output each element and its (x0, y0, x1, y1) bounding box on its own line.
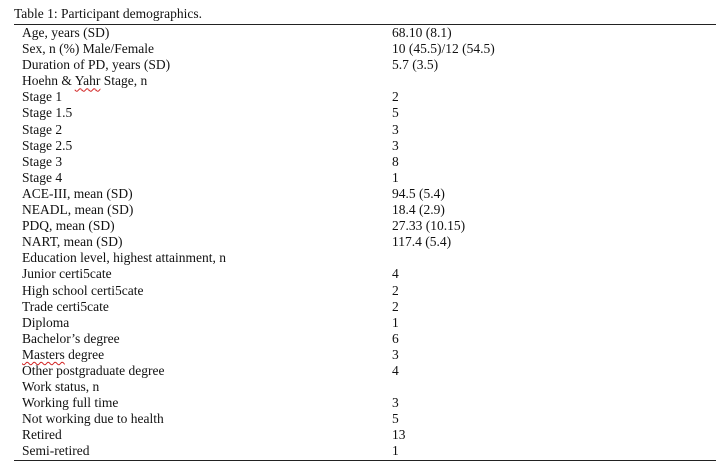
spellcheck-marked-word: Masters (22, 346, 65, 362)
row-value: 4 (392, 266, 399, 282)
row-label: Working full time (22, 395, 119, 411)
row-value: 94.5 (5.4) (392, 185, 445, 201)
row-label: Sex, n (%) Male/Female (22, 41, 154, 57)
row-label: Diploma (22, 314, 70, 330)
row-label-end: Stage, n (100, 73, 148, 89)
table-row (14, 170, 716, 186)
row-label: Retired (22, 427, 62, 443)
row-value: 1 (392, 314, 399, 330)
table-row (14, 57, 716, 73)
demographics-table (14, 24, 716, 461)
row-value: 2 (392, 89, 399, 105)
row-label: Stage 2 (22, 121, 63, 137)
row-value: 68.10 (8.1) (392, 25, 452, 40)
row-label: Age, years (SD) (22, 25, 110, 40)
row-value: 4 (392, 362, 399, 378)
row-label: Stage 4 (22, 169, 63, 185)
table-row (14, 299, 716, 315)
table-row (14, 138, 716, 154)
row-value: 2 (392, 282, 399, 298)
table-row (14, 379, 716, 395)
row-label: Junior certi5cate (22, 266, 112, 282)
row-label-start: Hoehn & (22, 73, 75, 89)
table-row (14, 266, 716, 282)
row-label: Stage 1 (22, 89, 63, 105)
row-value: 13 (392, 427, 406, 443)
table-row (14, 315, 716, 331)
row-value: 5.7 (3.5) (392, 57, 439, 73)
row-label: Semi-retired (22, 443, 90, 459)
row-value: 117.4 (5.4) (392, 234, 452, 250)
row-label: Not working due to health (22, 411, 164, 427)
row-value: 5 (392, 411, 399, 427)
row-label (22, 347, 104, 363)
table-row (14, 443, 716, 459)
table-row (14, 218, 716, 234)
row-label: NEADL, mean (SD) (22, 202, 134, 218)
row-value: 3 (392, 395, 399, 411)
table-row (14, 427, 716, 443)
row-value: 5 (392, 105, 399, 121)
row-label (22, 73, 147, 89)
row-value: 2 (392, 298, 399, 314)
table-row (14, 395, 716, 411)
table-row (14, 186, 716, 202)
table-row (14, 154, 716, 170)
table-row (14, 283, 716, 299)
table-row (14, 25, 716, 41)
row-label: Duration of PD, years (SD) (22, 57, 171, 73)
row-label: Stage 3 (22, 153, 63, 169)
table-row (14, 41, 716, 57)
table-row (14, 202, 716, 218)
row-label: Work status, n (22, 379, 100, 395)
table-caption: Table 1: Participant demographics. (14, 6, 202, 21)
table-row (14, 105, 716, 121)
row-label: NART, mean (SD) (22, 234, 123, 250)
table-row (14, 234, 716, 250)
table-row (14, 250, 716, 266)
row-value: 1 (392, 169, 399, 185)
row-label: Bachelor’s degree (22, 330, 120, 346)
table-row (14, 363, 716, 379)
row-value: 27.33 (10.15) (392, 218, 466, 234)
row-value: 3 (392, 137, 399, 153)
row-value: 3 (392, 121, 399, 137)
row-value: 6 (392, 330, 399, 346)
row-value: 3 (392, 346, 399, 362)
row-value: 10 (45.5)/12 (54.5) (392, 41, 495, 57)
row-label: Stage 2.5 (22, 137, 73, 153)
row-value: 1 (392, 443, 399, 459)
table-row (14, 411, 716, 427)
row-label: ACE-III, mean (SD) (22, 185, 133, 201)
row-value: 18.4 (2.9) (392, 202, 445, 218)
table-row (14, 347, 716, 363)
spellcheck-marked-word: Yahr (74, 73, 101, 89)
table-row (14, 73, 716, 89)
row-label: PDQ, mean (SD) (22, 218, 115, 234)
table-row (14, 331, 716, 347)
row-label-end: degree (64, 346, 105, 362)
row-label: Trade certi5cate (22, 298, 109, 314)
row-label: Education level, highest attainment, n (22, 250, 226, 266)
row-label: Stage 1.5 (22, 105, 73, 121)
table-row (14, 89, 716, 105)
row-label: Other postgraduate degree (22, 362, 165, 378)
table-row (14, 122, 716, 138)
row-label: High school certi5cate (22, 282, 144, 298)
row-value: 8 (392, 153, 399, 169)
